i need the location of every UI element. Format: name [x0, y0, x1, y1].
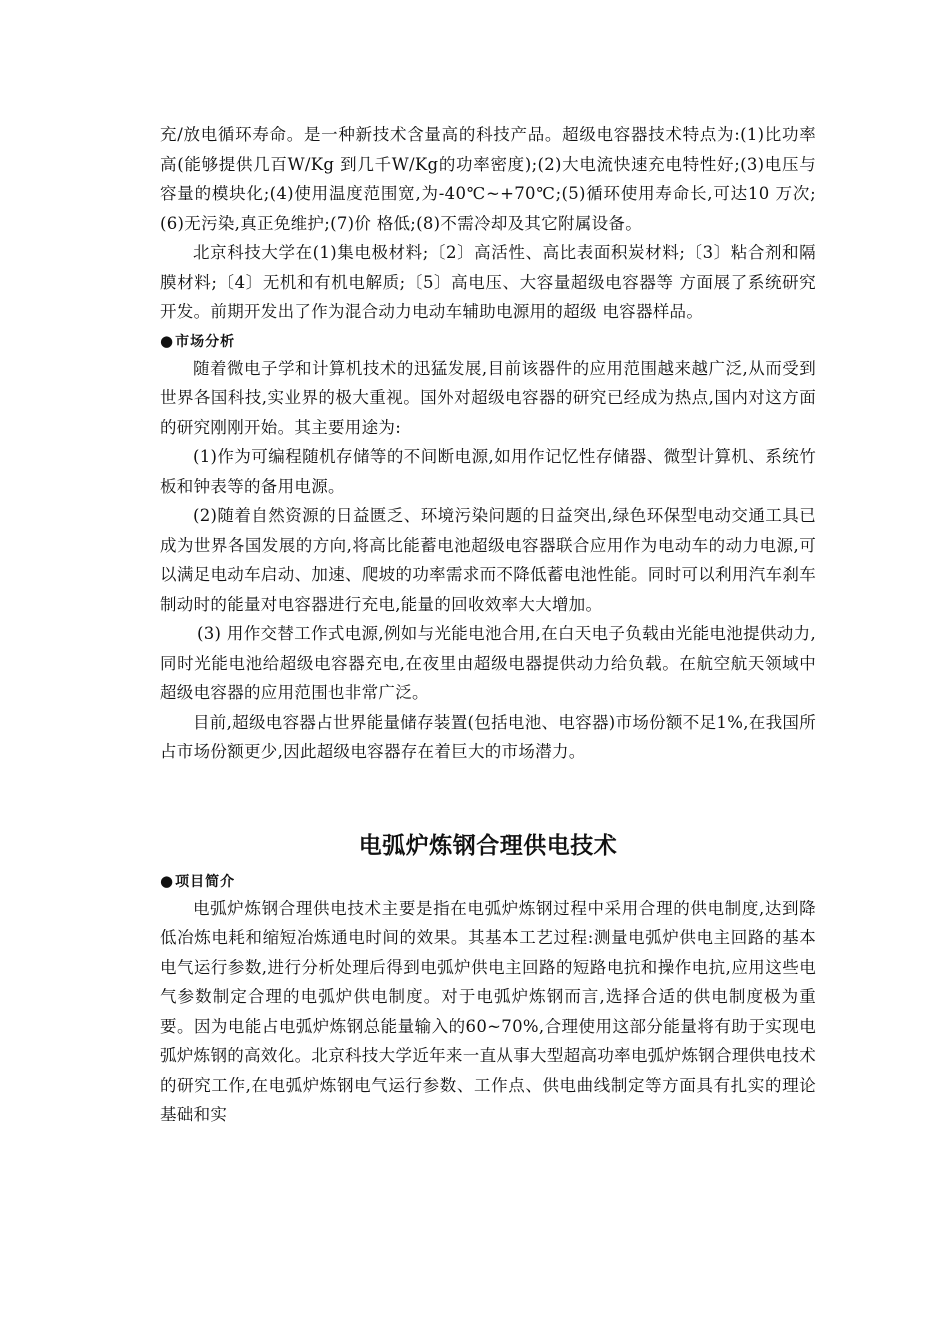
document-page: [160, 120, 816, 1130]
arc-furnace-intro-paragraph: 电弧炉炼钢合理供电技术主要是指在电弧炉炼钢过程中采用合理的供电制度,达到降低冶炼电耗和缩短冶炼通电时间的效果。其基本工艺过程:测量电弧炉供电主回路的基本电气运行参数,进行分析处理后得到电弧炉供电主回路的短路电抗和操作电抗,应用这些电气参数制定合理的电弧炉供电制度。对于电弧炉炼钢而言,选择合适的供电制度极为重要。因为电能占电弧炉炼钢总能量输入的60~70%,合理使用这部分能量将有助于实现电弧炉炼钢的高效化。北京科技大学近年来一直从事大型超高功率电弧炉炼钢合理供电技术的研究工作,在电弧炉炼钢电气运行参数、工作点、供电曲线制定等方面具有扎实的理论基础和实: [160, 898, 816, 1124]
bullet-icon: ●: [160, 331, 175, 350]
market-analysis-heading-text: 市场分析: [175, 333, 236, 350]
use-3-paragraph: (3) 用作交替工作式电源,例如与光能电池合用,在白天电子负载由光能电池提供动力,同时光能电池给超级电容器充电,在夜里由超级电器提供动力给负载。在航空航天领域中超级电容器的应用范围也非常广泛。: [160, 624, 816, 702]
research-paragraph: 北京科技大学在(1)集电极材料;〔2〕高活性、高比表面积炭材料;〔3〕粘合剂和隔膜材料;〔4〕无机和有机电解质;〔5〕高电压、大容量超级电容器等 方面展了系统研究开发。前期开发出了作为混合动力电动车辅助电源用的超级 电容器样品。: [160, 243, 816, 321]
use-2-paragraph: (2)随着自然资源的日益匮乏、环境污染问题的日益突出,绿色环保型电动交通工具已成为世界各国发展的方向,将高比能蓄电池超级电容器联合应用作为电动车的动力电源,可以满足电动车启动、加速、爬坡的功率需求而不降低蓄电池性能。同时可以利用汽车刹车制动时的能量对电容器进行充电,能量的回收效率大大增加。: [160, 506, 816, 614]
market-intro-paragraph: 随着微电子学和计算机技术的迅猛发展,目前该器件的应用范围越来越广泛,从而受到世界各国科技,实业界的极大重视。国外对超级电容器的研究已经成为热点,国内对这方面的研究刚刚开始。其主要用途为:: [160, 358, 816, 437]
project-intro-heading-text: 项目简介: [175, 873, 236, 890]
capacitor-features-paragraph: 充/放电循环寿命。是一种新技术含量高的科技产品。超级电容器技术特点为:(1)比功率高(能够提供几百W/Kg 到几千W/Kg的功率密度);(2)大电流快速充电特性好;(3)电压与容量的模块化;(4)使用温度范围宽,为-40℃~+70℃;(5)循环使用寿命长,可达10 万次;(6)无污染,真正免维护;(7)价 格低;(8)不需冷却及其它附属设备。: [160, 125, 816, 233]
market-analysis-heading: [160, 329, 816, 354]
use-1-paragraph: (1)作为可编程随机存储等的不间断电源,如用作记忆性存储器、微型计算机、系统竹板和钟表等的备用电源。: [160, 447, 816, 496]
market-share-paragraph: 目前,超级电容器占世界能量储存装置(包括电池、电容器)市场份额不足1%,在我国所占市场份额更少,因此超级电容器存在着巨大的市场潜力。: [160, 712, 816, 761]
bullet-icon: ●: [160, 871, 175, 890]
project-intro-heading: [160, 869, 816, 894]
arc-furnace-title: 电弧炉炼钢合理供电技术: [358, 832, 618, 859]
